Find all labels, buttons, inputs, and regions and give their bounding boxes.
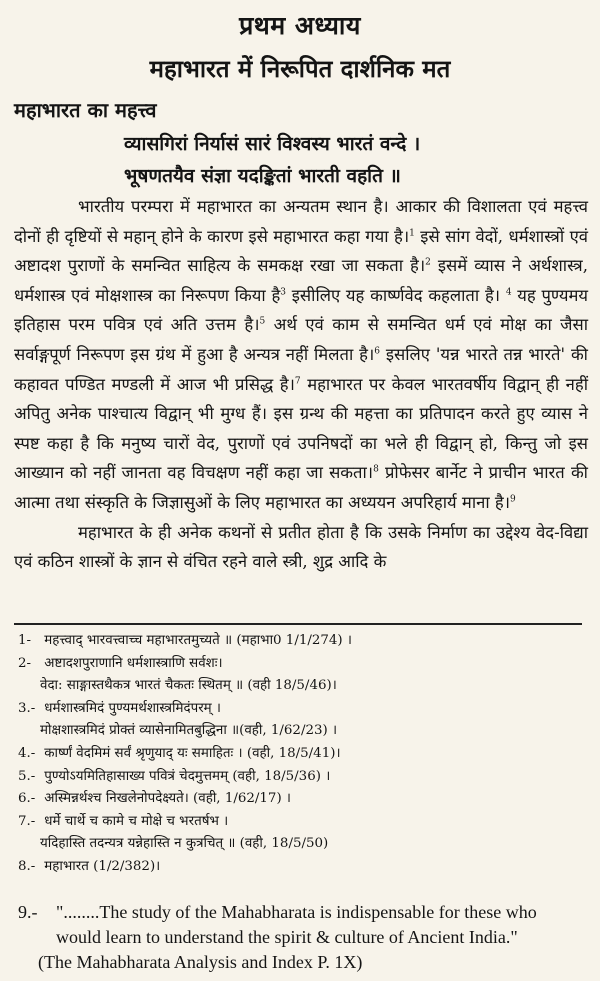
footnote-ref: 3 — [280, 287, 287, 298]
footnote-ref: 1 — [409, 228, 415, 239]
footnotes — [18, 630, 584, 879]
footnote-source: (The Mahabharata Analysis and Index P. 1X) — [38, 952, 363, 972]
footnote-text-cont: यदिहास्ति तदन्यत्र यन्नेहास्ति न कुत्रचित् ॥ (वही, 18/5/50) — [40, 836, 329, 852]
footnote-text: धर्मशास्त्रमिदं पुण्यमर्थशास्त्रमिदंपरम् । — [44, 700, 222, 716]
footnote-text: पुण्योऽयमितिहासाख्य पवित्रं चेदमुत्तमम् (वही, 18/5/36) । — [44, 768, 331, 784]
footnote-text: महत्त्वाद् भारवत्त्वाच्च महाभारतमुच्यते ॥ (महाभा0 1/1/274) । — [44, 633, 352, 648]
footnote-number: 7.- — [18, 813, 36, 829]
footnote-text: "........The study of the Mahabharata is indispensable for these who — [56, 902, 537, 922]
footnote-number: 9.- — [18, 902, 38, 922]
footnote-text-cont: would learn to understand the spirit & culture of Ancient India." — [56, 927, 518, 947]
verse-line-1: व्यासगिरां निर्यासं सारं विश्वस्य भारतं वन्दे । — [124, 133, 421, 155]
paragraph-text: प्रोफेसर बार्नेट ने प्राचीन भारत की आत्मा तथा संस्कृति के जिज्ञासुओं के लिए महाभारत का अध्ययन अपरिहार्य माना है। — [14, 463, 588, 512]
footnote-ref: 4 — [505, 287, 512, 298]
chapter-title: महाभारत में निरूपित दार्शनिक मत — [149, 55, 451, 83]
footnote-divider — [14, 623, 582, 625]
footnote-number: 8.- — [18, 858, 36, 874]
footnote-ref: 8 — [373, 464, 379, 475]
paragraph-2: महाभारत के ही अनेक कथनों से प्रतीत होता है कि उसके निर्माण का उद्देश्य वेद-विद्या एवं कठिन शास्त्रों के ज्ञान से वंचित रहने वाले स्त्री, शुद्र आदि के — [14, 522, 588, 572]
footnote-text: कार्ष्णं वेदमिमं सर्वं श्रृणुयाद् यः समाहितः । (वही, 18/5/41)। — [44, 745, 341, 761]
footnote-text-cont: वेदा: साङ्गास्तथैकत्र भारतं चैकतः स्थितम् ॥ (वही 18/5/46)। — [40, 678, 337, 694]
paragraph-text: इसे सांग वेदों, धर्मशास्त्रों एवं अष्टादश पुराणों के समन्वित साहित्य के समकक्ष रखा जा सकता है। — [14, 226, 588, 276]
footnote-ref: 2 — [425, 257, 431, 268]
paragraph-text: इसलिए 'यन्न भारते तन्न भारते' की कहावत पण्डित मण्डली में आज भी प्रसिद्ध है। — [14, 344, 588, 394]
footnote-number: 3.- — [18, 700, 36, 716]
footnote-text-cont: मोक्षशास्त्रमिदं प्रोक्तं व्यासेनामितबुद्धिना ॥(वही, 1/62/23) । — [40, 723, 338, 739]
footnote-1 — [18, 630, 584, 653]
footnote-ref: 6 — [374, 346, 380, 357]
paragraph-text: इसमें व्यास ने अर्थशास्त्र, धर्मशास्त्र एवं मोक्षशास्त्र का निरूपण किया है — [14, 256, 588, 305]
paragraph-text: भारतीय परम्परा में महाभारत का अन्यतम स्थान है। आकार की विशालता एवं महत्त्व दोनों ही दृष्टियों से महान् होने के कारण इसे महाभारत कहा गया है। — [14, 197, 588, 246]
footnote-number: 2- — [18, 655, 32, 671]
footnote-text: अस्मिन्नर्थश्च निखलेनोपदेक्ष्यते। (वही, 1/62/17) । — [44, 791, 291, 807]
paragraph-text: महाभारत पर केवल भारतवर्षीय विद्वान् ही नहीं अपितु अनेक पाश्चात्य विद्वान् भी मुग्ध हैं। इस ग्रन्थ की महत्ता का प्रतिपादन करते हुए व्यास ने स्पष्ट कहा है कि मनुष्य चारों वेद, पुराणों एवं उपनिषदों का भले ही विद्वान् हो, किन्तु जो इस आख्यान को नहीं जानता वह विचक्षण नहीं कहा जा सकता। — [14, 374, 589, 483]
footnote-ref: 7 — [294, 376, 301, 387]
footnote-number: 4.- — [18, 745, 36, 761]
footnote-text: महाभारत (1/2/382)। — [44, 858, 161, 874]
section-heading: महाभारत का महत्त्व — [14, 98, 157, 122]
paragraph-text: यह पुण्यमय इतिहास परम पवित्र एवं अति उत्तम है। — [14, 285, 588, 335]
footnote-5 — [18, 766, 584, 789]
footnote-7 — [18, 811, 584, 856]
footnote-ref: 9 — [510, 494, 516, 505]
verse-line-2: भूषणतयैव संज्ञा यदङ्कितां भारती वहति ॥ — [124, 165, 401, 187]
footnote-2 — [18, 653, 584, 698]
body-text — [14, 192, 588, 577]
chapter-heading: प्रथम अध्याय — [239, 11, 361, 40]
paragraph-text: इसीलिए यह कार्ष्णवेद कहलाता है। — [286, 285, 506, 305]
footnote-3 — [18, 698, 584, 743]
paragraph-1 — [14, 192, 588, 518]
footnote-9 — [18, 900, 588, 975]
footnote-6 — [18, 788, 584, 811]
footnote-text: धर्मे चार्थे च कामे च मोक्षे च भरतर्षभ । — [44, 813, 229, 829]
footnote-number: 5.- — [18, 768, 36, 784]
footnote-ref: 5 — [259, 316, 266, 327]
footnote-text: अष्टादशपुराणानि धर्मशास्त्राणि सर्वशः। — [44, 655, 223, 671]
footnote-8 — [18, 856, 584, 879]
paragraph-text: अर्थ एवं काम से समन्वित धर्म एवं मोक्ष का जैसा सर्वाङ्गपूर्ण निरूपण इस ग्रंथ में हुआ है अन्यत्र नहीं मिलता है। — [14, 315, 588, 364]
footnote-4 — [18, 743, 584, 766]
footnote-number: 6.- — [18, 791, 36, 807]
footnote-number: 1- — [18, 633, 32, 648]
